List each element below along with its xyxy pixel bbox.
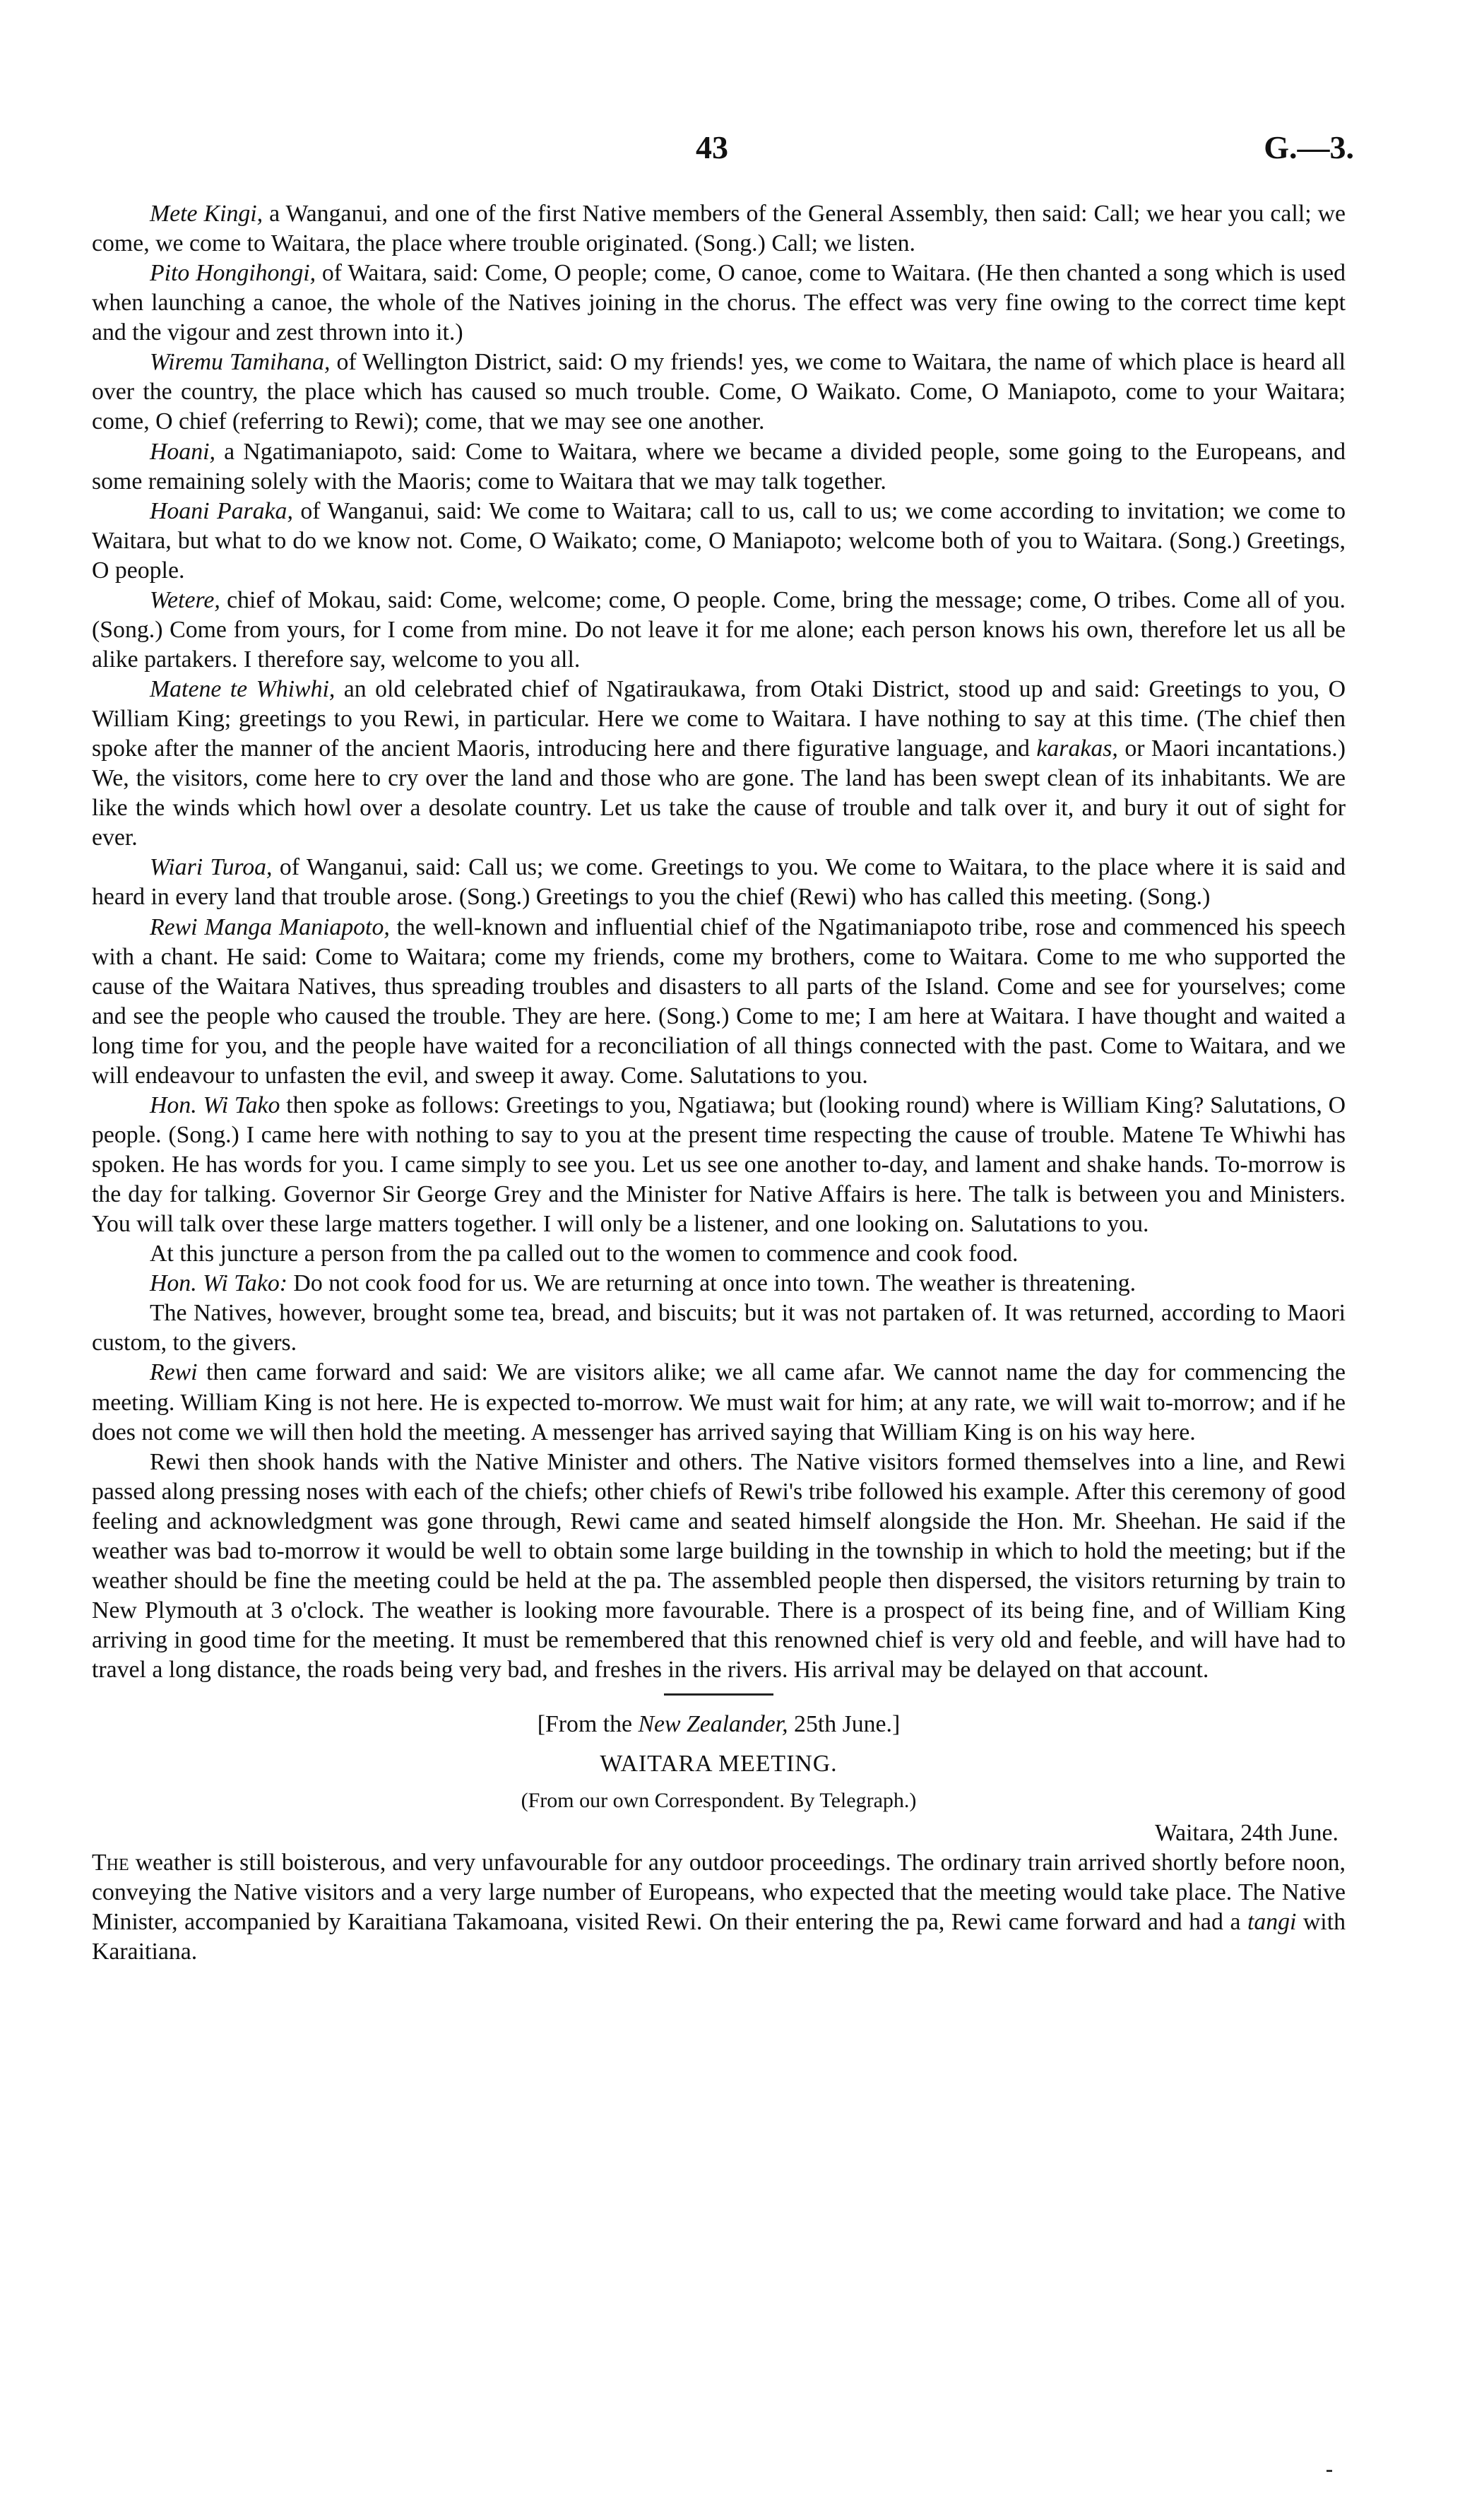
paragraph-rewi-handshake bbox=[92, 1448, 1346, 1686]
paragraph-text: or Maori incantations.) We, the visitors, come here to cry over the land and those who are gone. The land has been swept clean of its inhabitants. We are like the winds which howl over a desolate country. Let us take the cause of trouble and talk over it, and bury it out of sight for ever. bbox=[92, 735, 1346, 851]
paragraph-text: then spoke as follows: Greetings to you, Ngatiawa; but (looking round) where is William King? Salutations, O people. (Song.) I came here with nothing to say to you at the present time respecting the cause of trouble. Matene Te Whiwhi has spoken. He has words for you. I came simply to see you. Let us see one another to-day, and lament and shake hands. To-morrow is the day for talking. Governor Sir George Grey and the Minister for Native Affairs is here. The talk is between you and Ministers. You will talk over these large matters together. I will only be a listener, and one looking on. Salutations to you. bbox=[92, 1092, 1346, 1238]
paragraph-text: Do not cook food for us. We are returning at once into town. The weather is threatening. bbox=[287, 1270, 1136, 1297]
lead-word: The bbox=[92, 1849, 129, 1876]
paragraph-text: the well-known and influential chief of the Ngatimaniapoto tribe, rose and commenced his speech with a chant. He said: Come to Waitara; come my friends, come my brothers, come to Waitara. Come to me who supported the cause of the Waitara Natives, thus spreading troubles and disasters to all parts of the Island. Come and see for yourselves; come and see the people who caused the trouble. They are here. (Song.) Come to me; I am here at Waitara. I have thought and waited a long time for you, and the people have waited for a reconciliation of all things connected with the past. Come to Waitara, and we will endeavour to unfasten the evil, and sweep it away. Come. Salutations to you. bbox=[92, 913, 1346, 1089]
correspondent-line: (From our own Correspondent. By Telegraph.) bbox=[521, 1789, 917, 1813]
paragraph-text: a Wanganui, and one of the first Native members of the General Assembly, then said: Call; we hear you call; we come, we come to Waitara, the place where trouble originated. (Song.) Call; we listen. bbox=[92, 201, 1346, 257]
paragraph-wi-tako bbox=[92, 1091, 1346, 1239]
speaker-name: Pito Hongihongi, bbox=[150, 260, 316, 287]
paragraph-text: Rewi then shook hands with the Native Minister and others. The Native visitors formed themselves into a line, and Rewi passed along pressing noses with each of the chiefs; other chiefs of Rewi's tribe followed his example. After this ceremony of good feeling and acknowledgment was gone through, Rewi came and seated himself alongside the Hon. Mr. Sheehan. He said if the weather was bad to-morrow it would be well to obtain some large building in the township in which to hold the meeting; but if the weather should be fine the meeting could be held at the pa. The assembled people then dispersed, the visitors returning by train to New Plymouth at 3 o'clock. The weather is looking more favourable. There is a prospect of its being fine, and of William King arriving in good time for the meeting. It must be remembered that this renowned chief is very old and feeble, and will have had to travel a long distance, the roads being very bad, and freshes in the rivers. His arrival may be delayed on that account. bbox=[92, 1448, 1346, 1684]
source-date: 25th June.] bbox=[788, 1711, 901, 1738]
paragraph-wiremu-tamihana bbox=[92, 348, 1346, 437]
italic-term: karakas, bbox=[1036, 735, 1118, 762]
paragraph-text: of Waitara, said: Come, O people; come, O canoe, come to Waitara. (He then chanted a song which is used when launching a canoe, the whole of the Natives joining in the chorus. The effect was very fine owing to the correct time kept and the vigour and zest thrown into it.) bbox=[92, 260, 1346, 346]
paragraph-text: of Wanganui, said: We come to Waitara; call to us, call to us; we come according to invitation; we come to Waitara, but what to do we know not. Come, O Waikato; come, O Maniapoto; welcome both of you to Waitara. (Song.) Greetings, O people. bbox=[92, 497, 1346, 584]
paragraph-hoani-paraka bbox=[92, 497, 1346, 586]
page-number: 43 bbox=[696, 129, 728, 165]
paragraph-rewi-manga-maniapoto bbox=[92, 913, 1346, 1091]
speaker-name: Wiari Turoa, bbox=[150, 854, 273, 881]
paragraph-natives-tea bbox=[92, 1299, 1346, 1358]
paragraph-rewi bbox=[92, 1358, 1346, 1447]
source-text: [From the bbox=[537, 1711, 639, 1738]
speaker-name: Hoani Paraka, bbox=[150, 497, 293, 524]
paragraph-wetere bbox=[92, 586, 1346, 675]
paragraph-text: with Karaitiana. bbox=[92, 1908, 1346, 1965]
paragraph-wiari-turoa bbox=[92, 853, 1346, 912]
section-headline: WAITARA MEETING. bbox=[600, 1751, 838, 1777]
speaker-name: Wiremu Tamihana, bbox=[150, 349, 331, 376]
speaker-name: Rewi Manga Maniapoto, bbox=[150, 913, 390, 940]
newspaper-name: New Zealander, bbox=[638, 1711, 788, 1738]
paragraph-text: an old celebrated chief of Ngatiraukawa, from Otaki District, stood up and said: Greetings to you, O William King; greetings to you Rewi, in particular. Here we come to Waitara. I have nothing to say at this time. (The chief then spoke after the manner of the ancient Maoris, introducing here and there figurative language, and bbox=[92, 676, 1346, 762]
paragraph-weather bbox=[92, 1848, 1346, 1967]
speaker-name: Hon. Wi Tako: bbox=[150, 1270, 287, 1297]
paragraph-text: then came forward and said: We are visitors alike; we all came afar. We cannot name the day for commencing the meeting. William King is not here. He is expected to-morrow. We must wait for him; at any rate, we will wait to-morrow; and if he does not come we will then hold the meeting. A messenger has arrived saying that William King is on his way here. bbox=[92, 1359, 1346, 1445]
paragraph-mete-kingi bbox=[92, 199, 1346, 259]
paragraph-hoani bbox=[92, 437, 1346, 497]
paragraph-text: of Wanganui, said: Call us; we come. Greetings to you. We come to Waitara, to the place where it is said and heard in every land that trouble arose. (Song.) Greetings to you the chief (Rewi) who has called this meeting. (Song.) bbox=[92, 854, 1346, 911]
body-text bbox=[92, 199, 1346, 1967]
speaker-name: Hoani, bbox=[150, 438, 215, 465]
page-header bbox=[0, 129, 1460, 171]
paragraph-text: chief of Mokau, said: Come, welcome; come, O people. Come, bring the message; come, O tribes. Come all of you. (Song.) Come from yours, for I come from mine. Do not leave it for me alone; each person knows his own, therefore let us all be alike partakers. I therefore say, welcome to you all. bbox=[92, 586, 1346, 673]
paragraph-text: The Natives, however, brought some tea, bread, and biscuits; but it was not partaken of. It was returned, according to Maori custom, to the givers. bbox=[92, 1300, 1346, 1356]
document-reference: G.—3. bbox=[1264, 129, 1354, 165]
speaker-name: Hon. Wi Tako bbox=[150, 1092, 280, 1118]
italic-term: tangi bbox=[1247, 1908, 1297, 1935]
paragraph-text: weather is still boisterous, and very unfavourable for any outdoor proceedings. The ordinary train arrived shortly before noon, conveying the Native visitors and a very large number of Europeans, who expected that the meeting would take place. The Native Minister, accompanied by Karaitiana Takamoana, visited Rewi. On their entering the pa, Rewi came forward and had a bbox=[92, 1849, 1346, 1935]
paragraph-juncture bbox=[92, 1239, 1346, 1269]
paragraph-text: of Wellington District, said: O my friends! yes, we come to Waitara, the name of which place is heard all over the country, the place which has caused so much trouble. Come, O Waikato. Come, O Maniapoto, come to your Waitara; come, O chief (referring to Rewi); come, that we may see one another. bbox=[92, 349, 1346, 435]
paragraph-pito-hongihongi bbox=[92, 259, 1346, 348]
paragraph-matene-te-whiwhi bbox=[92, 675, 1346, 853]
speaker-name: Mete Kingi, bbox=[150, 201, 263, 227]
source-line bbox=[92, 1710, 1346, 1739]
paragraph-text: a Ngatimaniapoto, said: Come to Waitara, where we became a divided people, some going to the Europeans, and some remaining solely with the Maoris; come to Waitara that we may talk together. bbox=[92, 438, 1346, 495]
section-divider bbox=[664, 1693, 773, 1696]
dateline: Waitara, 24th June. bbox=[1154, 1819, 1339, 1846]
speaker-name: Rewi bbox=[150, 1359, 198, 1386]
paragraph-text: At this juncture a person from the pa called out to the women to commence and cook food. bbox=[150, 1241, 1019, 1267]
print-mark bbox=[1327, 2470, 1332, 2472]
speaker-name: Matene te Whiwhi, bbox=[150, 676, 336, 702]
paragraph-wi-tako-reply bbox=[92, 1269, 1346, 1299]
speaker-name: Wetere, bbox=[150, 586, 220, 613]
